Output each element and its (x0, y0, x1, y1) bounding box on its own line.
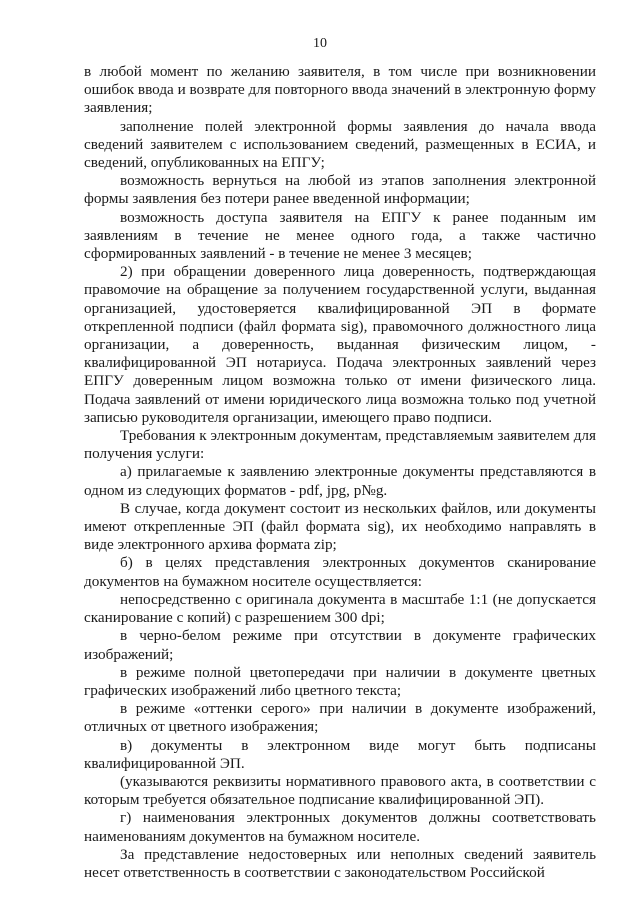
paragraph: возможность вернуться на любой из этапов заполнения электронной формы заявления без потери ранее введенной информации; (84, 172, 596, 208)
paragraph: в) документы в электронном виде могут быть подписаны квалифицированной ЭП. (84, 736, 596, 772)
paragraph: б) в целях представления электронных документов сканирование документов на бумажном носителе осуществляется: (84, 554, 596, 590)
paragraph: Требования к электронным документам, представляемым заявителем для получения услуги: (84, 427, 596, 463)
paragraph: В случае, когда документ состоит из нескольких файлов, или документы имеют открепленные ЭП (файл формата sig), их необходимо направлять в виде электронного архива формата zip; (84, 499, 596, 554)
paragraph: непосредственно с оригинала документа в масштабе 1:1 (не допускается сканирование с копий) с разрешением 300 dpi; (84, 590, 596, 627)
paragraph: в режиме «оттенки серого» при наличии в документе изображений, отличных от цветного изображения; (84, 700, 596, 736)
paragraph: г) наименования электронных документов должны соответствовать наименованиям документов на бумажном носителе. (84, 809, 596, 845)
paragraph: заполнение полей электронной формы заявления до начала ввода сведений заявителем с использованием сведений, размещенных в ЕСИА, и сведений, опубликованных на ЕПГУ; (84, 117, 596, 172)
paragraph: в любой момент по желанию заявителя, в том числе при возникновении ошибок ввода и возврате для повторного ввода значений в электронную форму заявления; (84, 63, 596, 117)
paragraph: возможность доступа заявителя на ЕПГУ к ранее поданным им заявлениям в течение не менее одного года, а также частично сформированных заявлений - в течение не менее 3 месяцев; (84, 208, 596, 263)
paragraph: а) прилагаемые к заявлению электронные документы представляются в одном из следующих форматов - pdf, jpg, p№g. (84, 463, 596, 499)
page-number: 10 (313, 36, 327, 51)
paragraph: в режиме полной цветопередачи при наличии в документе цветных графических изображений либо цветного текста; (84, 663, 596, 699)
paragraph: 2) при обращении доверенного лица доверенность, подтверждающая правомочие на обращение за получением государственной услуги, выданная организацией, удостоверяется квалифицированной ЭП в формате открепленной подписи (файл формата sig), правомочного должностного лица организации, а доверенность, выданная физическим лицом, - квалифицированной ЭП нотариуса. Подача электронных заявлений через ЕПГУ доверенным лицом возможна только от имени физического лица. Подача заявлений от имени юридического лица возможна только под учетной записью руководителя организации, имеющего право подписи. (84, 263, 596, 426)
paragraph: в черно-белом режиме при отсутствии в документе графических изображений; (84, 627, 596, 663)
paragraph: (указываются реквизиты нормативного правового акта, в соответствии с которым требуется обязательное подписание квалифицированной ЭП). (84, 772, 596, 809)
paragraph: За представление недостоверных или неполных сведений заявитель несет ответственность в соответствии с законодательством Российской (84, 845, 596, 881)
document-body (84, 63, 596, 882)
